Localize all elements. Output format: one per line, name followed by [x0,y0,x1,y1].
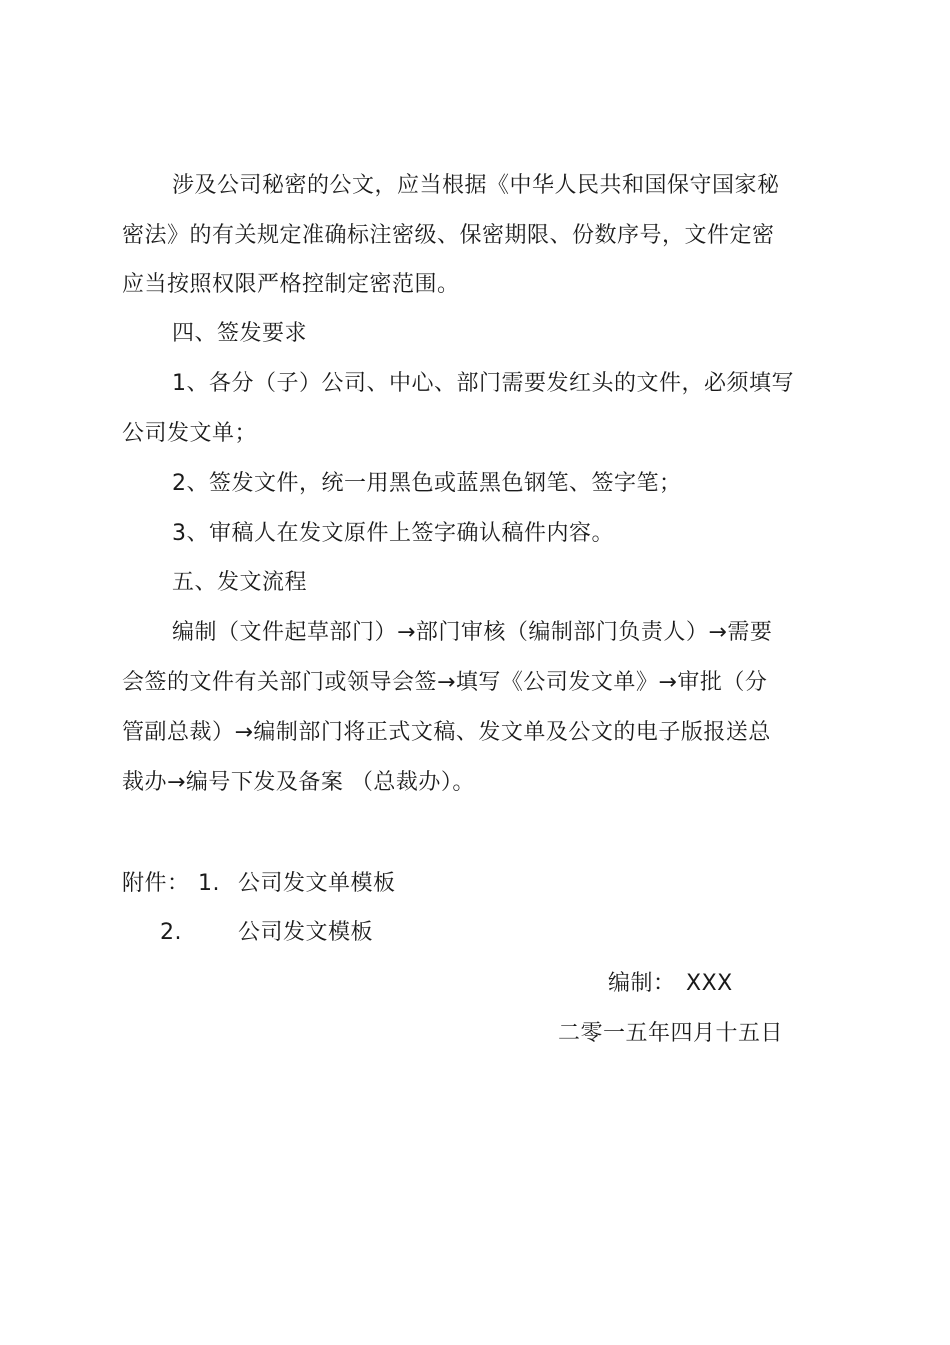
paragraph-1-line-2: 密法》的有关规定准确标注密级、保密期限、份数序号，文件定密 [122,223,775,248]
document-date: 二零一五年四月十五日 [558,1021,784,1046]
signing-item-2: 2、签发文件，统一用黑色或蓝黑色钢笔、签字笔； [172,471,682,496]
signing-item-3: 3、审稿人在发文原件上签字确认稿件内容。 [172,521,614,546]
process-line-3: 管副总裁）→编制部门将正式文稿、发文单及公文的电子版报送总 [122,720,771,745]
author-name: XXX [686,971,733,996]
process-line-2: 会签的文件有关部门或领导会签→填写《公司发文单》→审批（分 [122,670,768,695]
section-heading-process: 五、发文流程 [172,570,308,595]
attachment-2-number: 2. [160,920,182,945]
paragraph-1-line-1: 涉及公司秘密的公文，应当根据《中华人民共和国保守国家秘 [172,173,780,198]
signing-item-1-line-1: 1、各分（子）公司、中心、部门需要发红头的文件，必须填写 [172,371,794,396]
attachments-label: 附件： [122,871,190,896]
attachment-2-title: 公司发文模板 [238,920,374,945]
attachment-1-number: 1. [198,871,220,896]
attachment-1-title: 公司发文单模板 [238,871,396,896]
author-label: 编制： [608,971,676,996]
process-line-1: 编制（文件起草部门）→部门审核（编制部门负责人）→需要 [172,620,773,645]
process-line-4: 裁办→编号下发及备案 （总裁办）。 [122,770,475,795]
signing-item-1-line-2: 公司发文单； [122,421,258,446]
section-heading-signing: 四、签发要求 [172,321,308,346]
paragraph-1-line-3: 应当按照权限严格控制定密范围。 [122,272,460,297]
